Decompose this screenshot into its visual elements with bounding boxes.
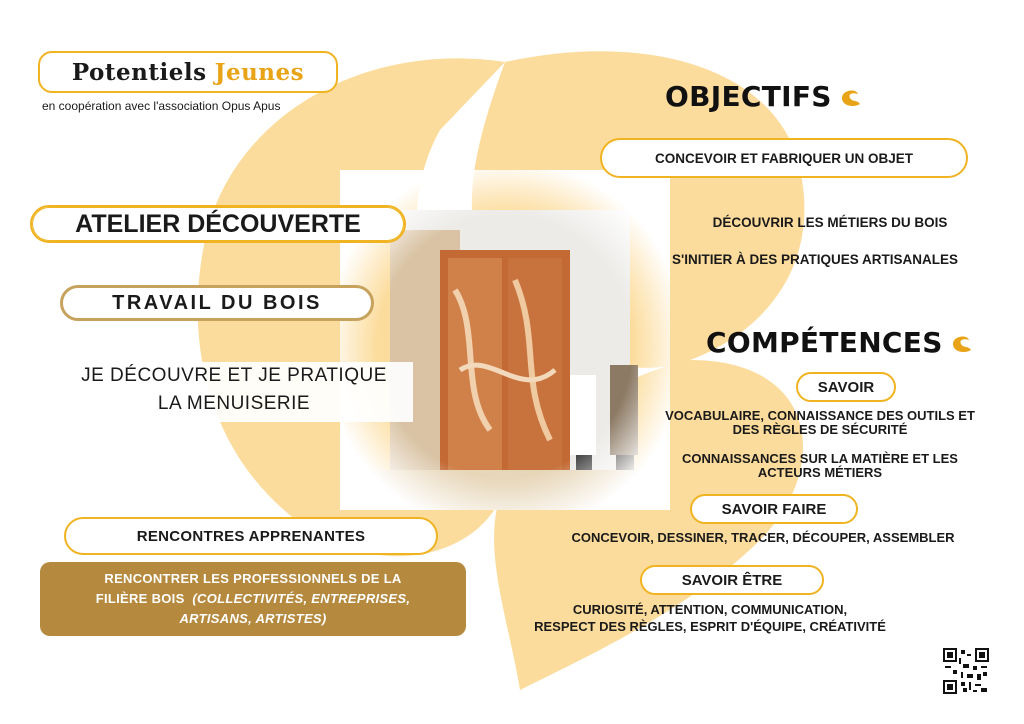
intro-line-1: JE DÉCOUVRE ET JE PRATIQUE: [81, 365, 387, 386]
box-line-2: [40, 589, 466, 609]
rencontres-box: [40, 562, 466, 636]
logo-potentiels-jeunes: [38, 51, 338, 93]
box-line-1: RENCONTRER LES PROFESSIONNELS DE LA: [104, 571, 402, 586]
savoir-etre-line-2: RESPECT DES RÈGLES, ESPRIT D'ÉQUIPE, CRÉATIVITÉ: [534, 619, 886, 634]
savoir-etre-line-1: CURIOSITÉ, ATTENTION, COMMUNICATION,: [572, 602, 848, 617]
qr-code: [943, 648, 989, 694]
intro-text: [55, 362, 413, 422]
logo-word-2: Jeunes: [214, 58, 305, 86]
swirl-icon: [949, 332, 973, 354]
objectifs-heading: [665, 80, 862, 113]
rencontres-heading: RENCONTRES APPRENANTES: [64, 517, 438, 555]
savoir-badge: SAVOIR: [796, 372, 896, 402]
box-line-2b: (COLLECTIVITÉS, ENTREPRISES,: [192, 591, 411, 606]
objectif-concevoir: CONCEVOIR ET FABRIQUER UN OBJET: [600, 138, 968, 178]
intro-line-2: LA MENUISERIE: [157, 393, 311, 414]
travail-subtitle: TRAVAIL DU BOIS: [60, 285, 374, 321]
swirl-icon: [838, 86, 862, 108]
atelier-title: ATELIER DÉCOUVERTE: [30, 205, 406, 243]
box-line-3-text: ARTISANS, ARTISTES): [179, 611, 327, 626]
competences-heading: [706, 326, 973, 359]
objectif-metiers: DÉCOUVRIR LES MÉTIERS DU BOIS: [712, 215, 948, 230]
logo-word-1: Potentiels: [71, 58, 207, 86]
competences-title: COMPÉTENCES: [706, 326, 943, 359]
savoir-item-2: CONNAISSANCES SUR LA MATIÈRE ET LES ACTEURS MÉTIERS: [682, 451, 958, 480]
savoir-faire-item: CONCEVOIR, DESSINER, TRACER, DÉCOUPER, ASSEMBLER: [571, 530, 955, 545]
savoir-etre-items: [505, 601, 915, 635]
objectif-initier: S'INITIER À DES PRATIQUES ARTISANALES: [672, 252, 958, 267]
savoir-faire-badge: SAVOIR FAIRE: [690, 494, 858, 524]
subtitle: en coopération avec l'association Opus Apus: [42, 99, 281, 113]
objectifs-title: OBJECTIFS: [665, 80, 832, 113]
box-line-3: [40, 609, 466, 629]
savoir-etre-badge: SAVOIR ÊTRE: [640, 565, 824, 595]
box-line-2a: FILIÈRE BOIS: [95, 591, 185, 606]
savoir-item-1: VOCABULAIRE, CONNAISSANCE DES OUTILS ET DES RÈGLES DE SÉCURITÉ: [665, 408, 975, 437]
